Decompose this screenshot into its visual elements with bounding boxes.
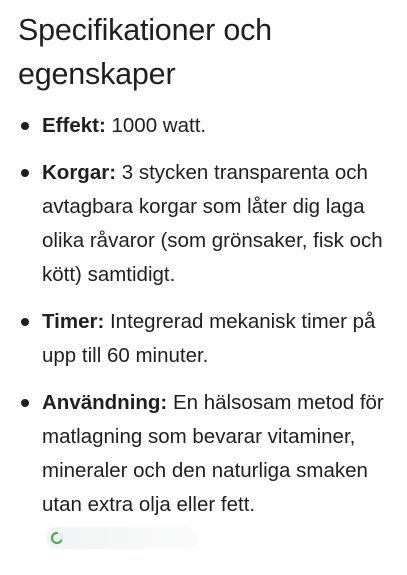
section-heading: Specifikationer och egenskaper	[18, 13, 272, 91]
spec-text: 1000 watt.	[105, 114, 207, 137]
bullet-icon	[21, 318, 29, 326]
spec-list	[18, 109, 393, 556]
spec-term: Korgar:	[42, 161, 117, 184]
spec-term: Effekt:	[42, 114, 106, 137]
loading-spinner-icon	[50, 531, 64, 545]
spec-text: En hälsosam metod för matlagning som bevarar vitaminer, mineraler och den naturliga smaken utan extra olja eller fett.	[42, 391, 384, 516]
list-item	[18, 386, 393, 556]
list-item	[18, 109, 393, 143]
source-chip[interactable]	[46, 527, 198, 549]
list-item	[18, 156, 393, 292]
spec-term: Timer:	[42, 310, 105, 333]
bullet-icon	[21, 169, 29, 177]
bullet-icon	[21, 399, 29, 407]
spec-text: Integrerad mekanisk timer på upp till 60 minuter.	[42, 310, 376, 367]
bullet-icon	[21, 122, 29, 130]
spec-text: 3 stycken transparenta och avtagbara korgar som låter dig laga olika råvaror (som grönsaker, fisk och kött) samtidigt.	[42, 161, 383, 286]
spec-term: Användning:	[42, 391, 168, 414]
list-item	[18, 305, 393, 373]
